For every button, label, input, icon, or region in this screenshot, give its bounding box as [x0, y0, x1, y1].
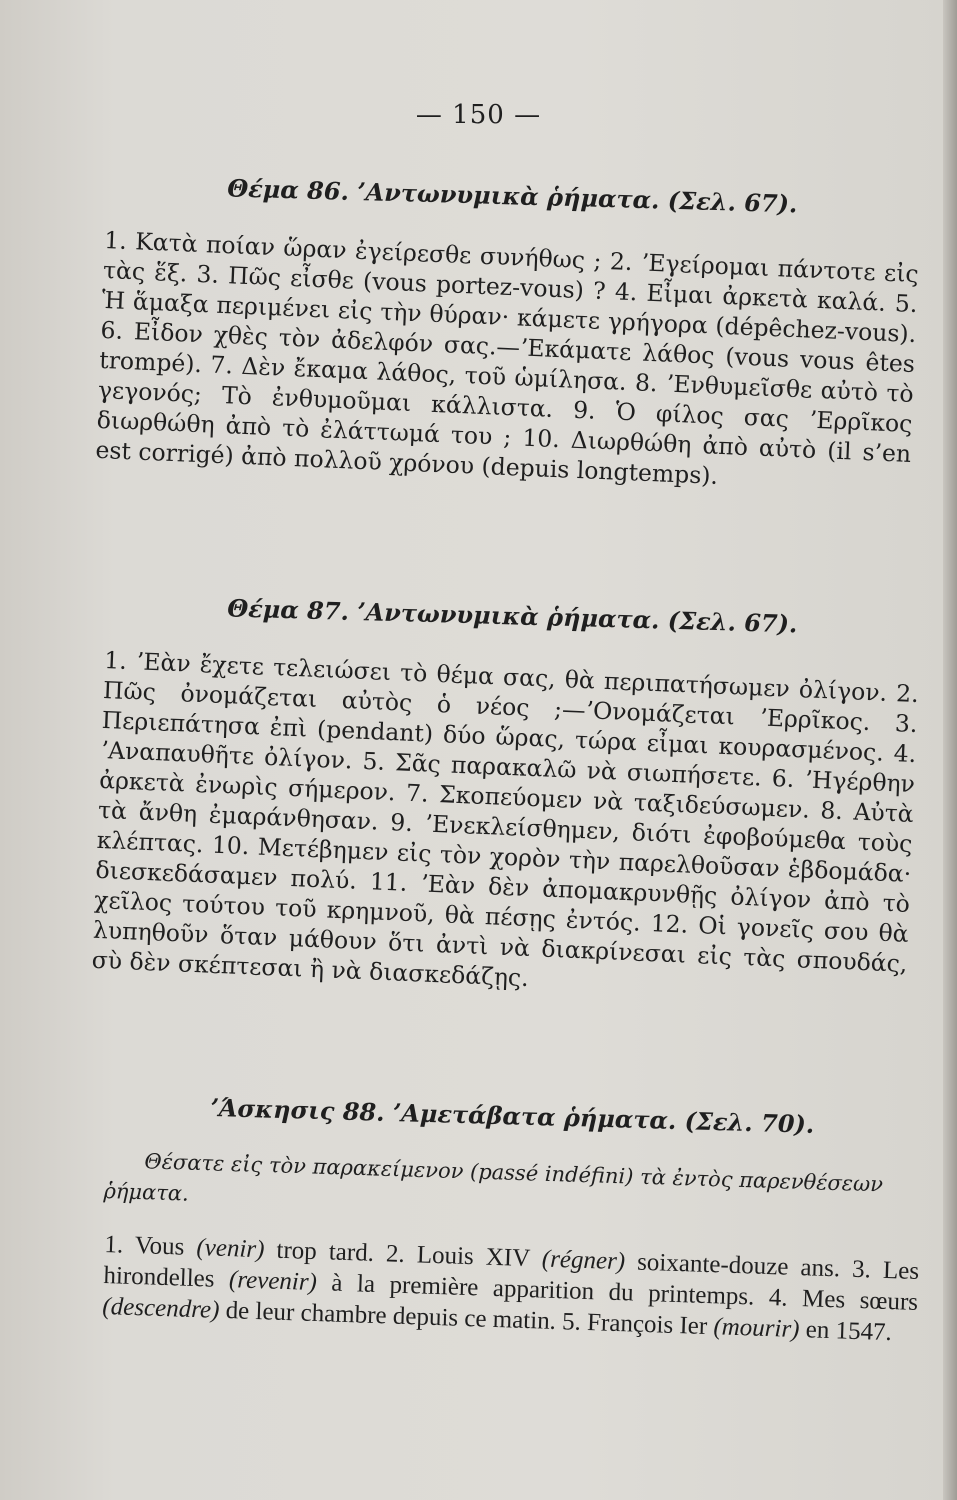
theme-86-heading: Θέμα 86. ʼΑντωνυμικὰ ῥήματα. (Σελ. 67). [226, 173, 798, 219]
sentence-4-before: 4. Mes sœurs [768, 1284, 919, 1316]
sentence-3-verb: (revenir) [228, 1266, 318, 1297]
theme-87-heading: Θέμα 87. ʼΑντωνυμικὰ ῥήματα. (Σελ. 67). [226, 593, 798, 639]
exercise-88-instruction: Θέσατε εἰς τὸν παρακείμενον (passé indéfini) τὰ ἐντὸς παρενθέσεων ῥήματα. [103, 1149, 884, 1206]
sentence-5-before: 5. François Ier [561, 1308, 714, 1341]
sentence-3-after: à la première apparition du printemps. [316, 1269, 770, 1312]
sentence-4-after: de leur chambre depuis ce matin. [218, 1296, 563, 1336]
sentence-4-verb: (descendre) [101, 1292, 220, 1324]
page-number: — 150 — [415, 100, 542, 130]
sentence-3-before: 3. Les hirondelles [103, 1255, 920, 1294]
exercise-88-section [101, 1090, 920, 1347]
page-edge [943, 0, 957, 1500]
sentence-1-verb: (venir) [196, 1234, 265, 1264]
theme-87-body: 1. ʼΕὰν ἔχετε τελειώσει τὸ θέμα σας, θὰ περιπατήσωμεν ὀλίγον. 2. Πῶς ὀνομάζεται αὐτὸς ὁ νέος ;—ʼΟνομάζεται ʼΕρρῖκος. 3. Περιεπάτησα ἐπὶ (pendant) δύο ὥρας, τώρα εἶμαι κουρασμένος. 4. ʼΑναπαυθῆτε ὀλίγον. 5. Σᾶς παρακαλῶ νὰ σιωπήσετε. 6. ʼΗγέρθην ἀρκετὰ ἐνωρὶς σήμερον. 7. Σκοπεύομεν νὰ ταξιδεύσωμεν. 8. Αὐτὰ τὰ ἄνθη ἐμαράνθησαν. 9. ʼΕνεκλείσθημεν, διότι ἐφοβούμεθα τοὺς κλέπτας. 10. Μετέβημεν εἰς τὸν χορὸν τὴν παρελθοῦσαν ἑβδομάδα· διεσκεδάσαμεν πολύ. 11. ʼΕὰν δὲν ἀπομακρυνθῇς ὀλίγον ἀπὸ τὸ χεῖλος τούτου τοῦ κρημνοῦ, θὰ πέσῃς ἐντός. 12. Οἱ γονεῖς σου θὰ λυπηθοῦν ὅταν μάθουν ὅτι ἀντὶ νὰ διακρίνεσαι εἰς τὰς σπουδάς, σὺ δὲν σκέπτεσαι ἢ νὰ διασκεδάζῃς. [91, 645, 920, 993]
sentence-5-after: en 1547. [799, 1316, 893, 1347]
sentence-2-before: 2. Louis XIV [385, 1240, 543, 1273]
theme-86-section [94, 170, 920, 490]
exercise-88-heading: ʼΆσκησις 88. ʼΑμετάβατα ῥήματα. (Σελ. 70). [210, 1092, 815, 1139]
exercise-88-sentences [102, 1229, 920, 1349]
sentence-2-verb: (régner) [541, 1245, 626, 1276]
theme-86-body: 1. Κατὰ ποίαν ὥραν ἐγείρεσθε συνήθως ; 2. ʼΕγείρομαι πάντοτε εἰς τὰς ἕξ. 3. Πῶς εἶσθε (vous portez-vous) ? 4. Εἶμαι ἀρκετὰ καλά. 5. Ἡ ἅμαξα περιμένει εἰς τὴν θύραν· κάμετε γρήγορα (dépêchez-vous). 6. Εἶδον χθὲς τὸν ἀδελφόν σας.—ʼΕκάματε λάθος (vous vous êtes trompé). 7. Δὲν ἔκαμα λάθος, τοῦ ὡμίλησα. 8. ʼΕνθυμεῖσθε αὐτὸ τὸ γεγονός; Τὸ ἐνθυμοῦμαι κάλλιστα. 9. Ὁ φίλος σας ʼΕρρῖκος διωρθώθη ἀπὸ τὸ ἐλάττωμά του ; 10. Διωρθώθη ἀπὸ αὐτὸ (il s’en est corrigé) ἀπὸ πολλοῦ χρόνου (depuis longtemps). [94, 225, 920, 490]
sentence-2-after: soixante-douze ans. [624, 1248, 853, 1283]
theme-87-section [91, 590, 920, 993]
sentence-1-before: 1. Vous [104, 1230, 197, 1262]
sentence-1-after: trop tard. [264, 1236, 387, 1268]
sentence-5-verb: (mourir) [712, 1313, 800, 1344]
